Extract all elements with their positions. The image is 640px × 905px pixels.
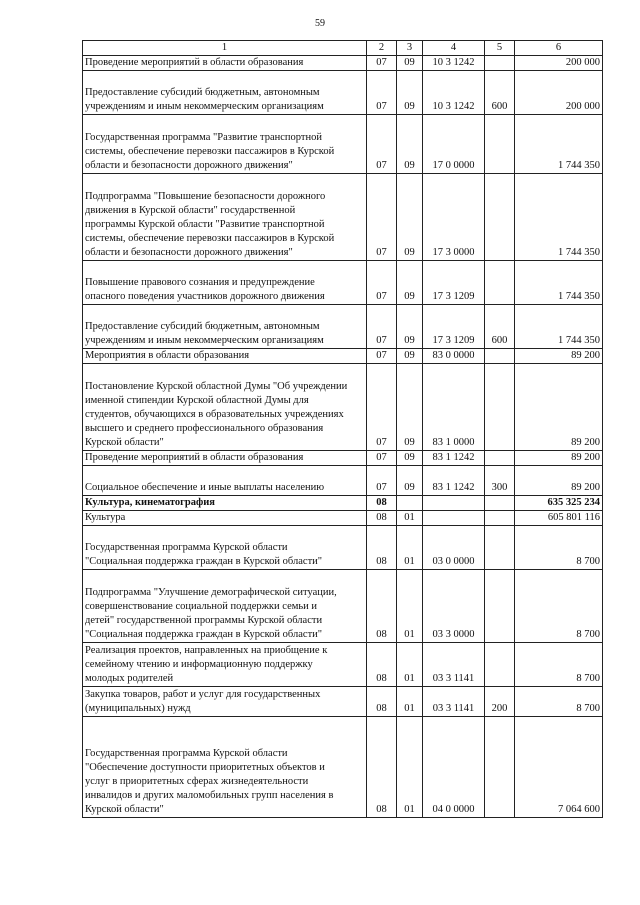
- row-amount-cell: 89 200: [515, 451, 603, 466]
- row-expense-type-cell: 200: [485, 687, 515, 717]
- row-expense-type-cell: [485, 349, 515, 364]
- row-subsection-cell: 09: [397, 261, 423, 305]
- table-row: [83, 451, 603, 466]
- table-row: [83, 643, 603, 687]
- row-subsection-cell: 09: [397, 451, 423, 466]
- row-expense-type-cell: 300: [485, 466, 515, 496]
- row-section-cell: 08: [367, 511, 397, 526]
- table-row: [83, 717, 603, 818]
- row-target-article-cell: 17 3 1209: [423, 305, 485, 349]
- row-target-article-cell: 03 3 1141: [423, 643, 485, 687]
- row-expense-type-cell: [485, 364, 515, 451]
- row-target-article-cell: [423, 496, 485, 511]
- row-target-article-cell: 83 1 1242: [423, 466, 485, 496]
- table-row: [83, 115, 603, 174]
- row-amount-cell: 1 744 350: [515, 174, 603, 261]
- row-section-cell: 07: [367, 115, 397, 174]
- row-section-cell: 08: [367, 570, 397, 643]
- row-section-cell: 07: [367, 466, 397, 496]
- row-section-cell: 08: [367, 687, 397, 717]
- row-name-cell: Закупка товаров, работ и услуг для государственных (муниципальных) нужд: [83, 687, 367, 717]
- table-row: [83, 174, 603, 261]
- row-expense-type-cell: 600: [485, 71, 515, 115]
- row-expense-type-cell: [485, 717, 515, 818]
- table-row: [83, 466, 603, 496]
- row-target-article-cell: 83 1 0000: [423, 364, 485, 451]
- row-subsection-cell: 01: [397, 526, 423, 570]
- row-amount-cell: 1 744 350: [515, 115, 603, 174]
- row-section-cell: 07: [367, 174, 397, 261]
- row-target-article-cell: 83 1 1242: [423, 451, 485, 466]
- table-row: [83, 496, 603, 511]
- table-row: [83, 261, 603, 305]
- row-target-article-cell: 10 3 1242: [423, 56, 485, 71]
- row-amount-cell: 1 744 350: [515, 305, 603, 349]
- row-expense-type-cell: [485, 56, 515, 71]
- row-amount-cell: 8 700: [515, 687, 603, 717]
- page-number: 59: [315, 18, 325, 29]
- column-header-subsection: 3: [397, 41, 423, 56]
- row-subsection-cell: 09: [397, 349, 423, 364]
- table-row: [83, 687, 603, 717]
- row-name-cell: Постановление Курской областной Думы "Об учреждении именной стипендии Курской областной Думы для студентов, обучающихся в образовательных учреждениях высшего и среднего профессионального образования Курской области": [83, 364, 367, 451]
- column-header-name: 1: [83, 41, 367, 56]
- row-name-cell: Предоставление субсидий бюджетным, автономным учреждениям и иным некоммерческим организациям: [83, 71, 367, 115]
- row-subsection-cell: 09: [397, 71, 423, 115]
- header-row: [83, 41, 603, 56]
- row-amount-cell: 200 000: [515, 56, 603, 71]
- row-amount-cell: 200 000: [515, 71, 603, 115]
- row-expense-type-cell: [485, 115, 515, 174]
- row-name-cell: Проведение мероприятий в области образования: [83, 451, 367, 466]
- row-target-article-cell: [423, 511, 485, 526]
- row-section-cell: 08: [367, 496, 397, 511]
- row-section-cell: 07: [367, 71, 397, 115]
- row-amount-cell: 635 325 234: [515, 496, 603, 511]
- row-target-article-cell: 17 3 0000: [423, 174, 485, 261]
- row-subsection-cell: 09: [397, 466, 423, 496]
- row-amount-cell: 605 801 116: [515, 511, 603, 526]
- row-subsection-cell: 09: [397, 56, 423, 71]
- row-name-cell: Проведение мероприятий в области образования: [83, 56, 367, 71]
- table-row: [83, 56, 603, 71]
- row-section-cell: 08: [367, 717, 397, 818]
- row-name-cell: Социальное обеспечение и иные выплаты населению: [83, 466, 367, 496]
- row-section-cell: 08: [367, 643, 397, 687]
- row-expense-type-cell: [485, 570, 515, 643]
- row-name-cell: Культура, кинематография: [83, 496, 367, 511]
- row-subsection-cell: 01: [397, 643, 423, 687]
- row-target-article-cell: 83 0 0000: [423, 349, 485, 364]
- row-section-cell: 07: [367, 364, 397, 451]
- row-amount-cell: 8 700: [515, 526, 603, 570]
- row-subsection-cell: 09: [397, 115, 423, 174]
- table-row: [83, 305, 603, 349]
- table-row: [83, 526, 603, 570]
- row-amount-cell: 8 700: [515, 570, 603, 643]
- row-target-article-cell: 03 3 0000: [423, 570, 485, 643]
- row-expense-type-cell: [485, 643, 515, 687]
- column-header-expense-type: 5: [485, 41, 515, 56]
- row-target-article-cell: 17 3 1209: [423, 261, 485, 305]
- table-body: [83, 56, 603, 818]
- row-amount-cell: 89 200: [515, 466, 603, 496]
- row-expense-type-cell: [485, 496, 515, 511]
- row-target-article-cell: 03 3 1141: [423, 687, 485, 717]
- row-name-cell: Предоставление субсидий бюджетным, автономным учреждениям и иным некоммерческим организациям: [83, 305, 367, 349]
- row-name-cell: Реализация проектов, направленных на приобщение к семейному чтению и информационную поддержку молодых родителей: [83, 643, 367, 687]
- budget-table: [82, 40, 603, 818]
- row-amount-cell: 7 064 600: [515, 717, 603, 818]
- row-expense-type-cell: [485, 451, 515, 466]
- row-subsection-cell: 09: [397, 305, 423, 349]
- row-section-cell: 07: [367, 451, 397, 466]
- row-amount-cell: 89 200: [515, 349, 603, 364]
- row-name-cell: Государственная программа Курской области "Социальная поддержка граждан в Курской области": [83, 526, 367, 570]
- row-target-article-cell: 10 3 1242: [423, 71, 485, 115]
- row-expense-type-cell: [485, 174, 515, 261]
- column-header-amount: 6: [515, 41, 603, 56]
- column-header-target-article: 4: [423, 41, 485, 56]
- row-name-cell: Государственная программа Курской области "Обеспечение доступности приоритетных объектов и услуг в приоритетных сферах жизнедеятельности инвалидов и других маломобильных групп населения в Курской области": [83, 717, 367, 818]
- row-subsection-cell: 01: [397, 511, 423, 526]
- row-amount-cell: 89 200: [515, 364, 603, 451]
- row-name-cell: Подпрограмма "Улучшение демографической ситуации, совершенствование социальной поддержки семьи и детей" государственной программы Курской области "Социальная поддержка граждан в Курской области": [83, 570, 367, 643]
- table-row: [83, 570, 603, 643]
- column-header-section: 2: [367, 41, 397, 56]
- row-amount-cell: 1 744 350: [515, 261, 603, 305]
- row-expense-type-cell: 600: [485, 305, 515, 349]
- row-section-cell: 07: [367, 56, 397, 71]
- row-name-cell: Подпрограмма "Повышение безопасности дорожного движения в Курской области" государственной программы Курской области "Развитие транспортной системы, обеспечение перевозки пассажиров в Курской области и безопасности дорожного движения": [83, 174, 367, 261]
- row-target-article-cell: 04 0 0000: [423, 717, 485, 818]
- row-expense-type-cell: [485, 261, 515, 305]
- row-section-cell: 07: [367, 261, 397, 305]
- table-row: [83, 364, 603, 451]
- row-subsection-cell: 01: [397, 687, 423, 717]
- row-subsection-cell: 09: [397, 174, 423, 261]
- row-expense-type-cell: [485, 526, 515, 570]
- row-expense-type-cell: [485, 511, 515, 526]
- row-subsection-cell: 01: [397, 717, 423, 818]
- row-name-cell: Культура: [83, 511, 367, 526]
- row-section-cell: 07: [367, 349, 397, 364]
- row-subsection-cell: [397, 496, 423, 511]
- row-section-cell: 07: [367, 305, 397, 349]
- table-row: [83, 71, 603, 115]
- row-amount-cell: 8 700: [515, 643, 603, 687]
- row-target-article-cell: 03 0 0000: [423, 526, 485, 570]
- row-name-cell: Повышение правового сознания и предупреждение опасного поведения участников дорожного движения: [83, 261, 367, 305]
- table-row: [83, 511, 603, 526]
- table-row: [83, 349, 603, 364]
- row-section-cell: 08: [367, 526, 397, 570]
- row-name-cell: Мероприятия в области образования: [83, 349, 367, 364]
- row-name-cell: Государственная программа "Развитие транспортной системы, обеспечение перевозки пассажиров в Курской области и безопасности дорожного движения": [83, 115, 367, 174]
- row-subsection-cell: 01: [397, 570, 423, 643]
- row-subsection-cell: 09: [397, 364, 423, 451]
- row-target-article-cell: 17 0 0000: [423, 115, 485, 174]
